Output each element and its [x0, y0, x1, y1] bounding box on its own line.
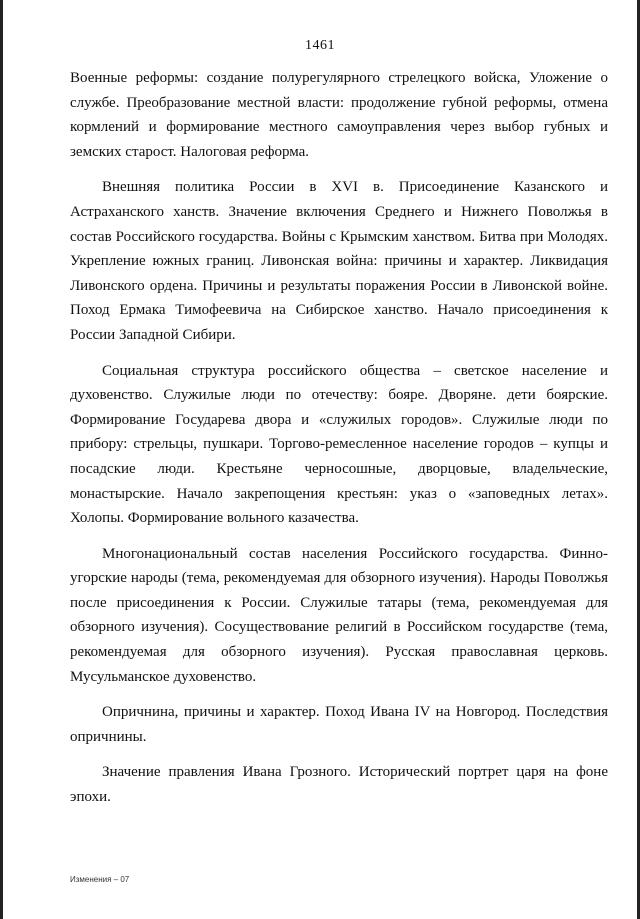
paragraph-military-reforms: Военные реформы: создание полурегулярного стрелецкого войска, Уложение о службе. Преобразование местной власти: продолжение губной реформы, отмена кормлений и формирование местного самоуправления через выбор губных и земских старост. Налоговая реформа. — [70, 70, 608, 160]
paragraph-oprichnina: Опричнина, причины и характер. Поход Ивана IV на Новгород. Последствия опричнины. — [70, 704, 608, 745]
paragraph-ivan-reign: Значение правления Ивана Грозного. Исторический портрет царя на фоне эпохи. — [70, 764, 608, 806]
document-body — [70, 66, 608, 810]
paragraph-population: Многонациональный состав населения Российского государства. Финно-угорские народы (тема, рекомендуемая для обзорного изучения). Народы Поволжья после присоединения к России. Служилые татары (тема, рекомендуемая для обзорного изучения). Сосуществование религий в Российском государстве (тема, рекомендуемая для обзорного изучения). Русская православная церковь. Мусульманское духовенство. — [70, 545, 608, 685]
page-number: 1461 — [305, 38, 335, 53]
paragraph-foreign-policy: Внешняя политика России в XVI в. Присоединение Казанского и Астраханского ханств. Значение включения Среднего и Нижнего Поволжья в состав Российского государства. Войны с Крымским ханством. Битва при Молодях. Укрепление южных границ. Ливонская война: причины и характер. Ликвидация Ливонского ордена. Причины и результаты поражения России в Ливонской войне. Поход Ермака Тимофеевича на Сибирское ханство. Начало присоединения к России Западной Сибири. — [70, 179, 608, 343]
scan-edge-left — [0, 0, 3, 919]
paragraph-social-structure: Социальная структура российского общества – светское население и духовенство. Служилые люди по отечеству: бояре. Дворяне. дети боярские. Формирование Государева двора и «служилых городов». Служилые люди по прибору: стрельцы, пушкари. Торгово-ремесленное население городов – купцы и посадские люди. Крестьяне черносошные, дворцовые, владельческие, монастырские. Начало закрепощения крестьян: указ о «заповедных летах». Холопы. Формирование вольного казачества. — [70, 362, 608, 527]
page-footer: Изменения – 07 — [70, 875, 130, 884]
